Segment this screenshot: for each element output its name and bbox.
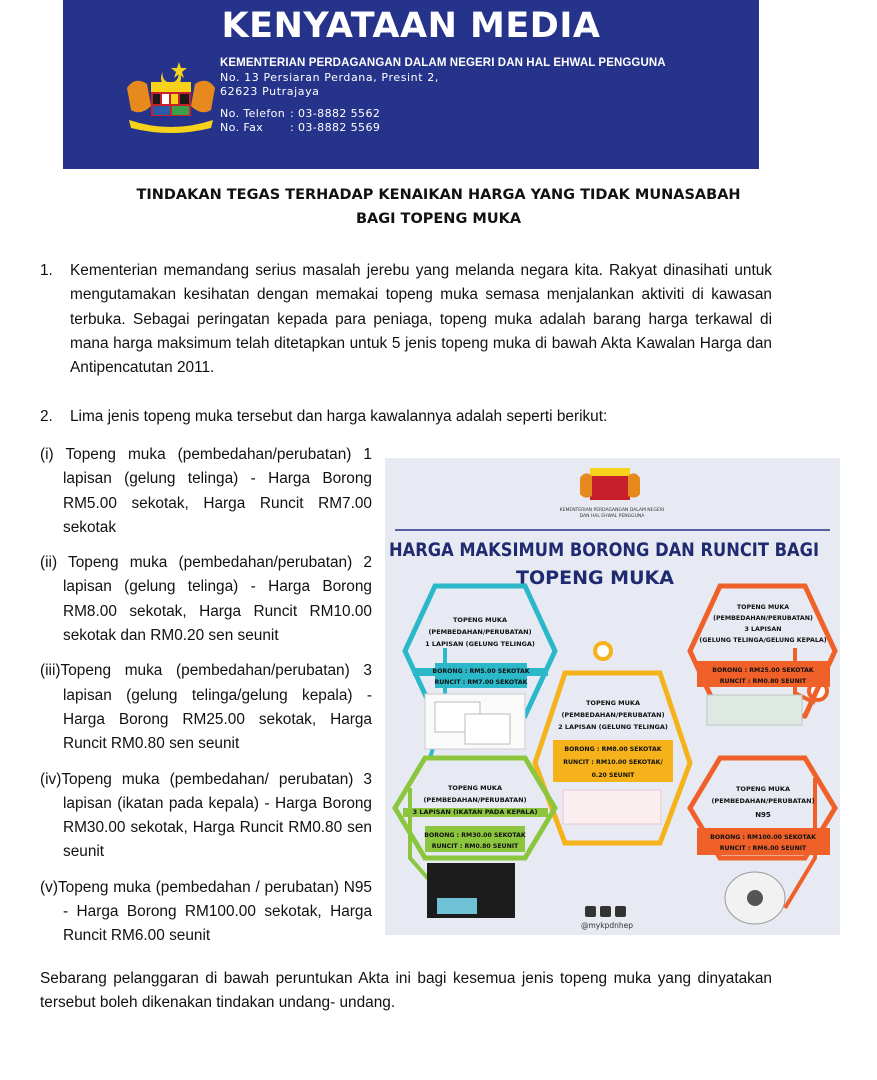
- banner-title: KENYATAAN MEDIA: [221, 6, 601, 46]
- infographic-title-2: TOPENG MUKA: [516, 567, 674, 589]
- list-item: (v)Topeng muka (pembedahan / perubatan) N95 - Harga Borong RM100.00 sekotak, Harga Runcit RM6.00 seunit: [40, 878, 372, 945]
- infographic-canvas: [385, 458, 840, 935]
- youtube-icon[interactable]: [600, 906, 611, 917]
- card3-retail: RUNCIT : RM0.80 SEUNIT: [719, 678, 807, 685]
- facebook-icon[interactable]: [585, 906, 596, 917]
- media-statement-banner: [63, 0, 759, 169]
- fax-label: No. Fax: [220, 121, 264, 134]
- card5-wholesale: BORONG : RM100.00 SEKOTAK: [710, 834, 816, 841]
- social-handle[interactable]: @mykpdnhep: [581, 921, 633, 930]
- paragraph-number: 1.: [40, 262, 53, 279]
- card1-line2: (PEMBEDAHAN/PERUBATAN): [428, 628, 532, 636]
- card3-line2: (PEMBEDAHAN/PERUBATAN): [713, 615, 813, 622]
- infographic-title-1: HARGA MAKSIMUM BORONG DAN RUNCIT BAGI: [389, 539, 819, 561]
- phone-value: : 03-8882 5562: [290, 107, 381, 120]
- headline-line-1: TINDAKAN TEGAS TERHADAP KENAIKAN HARGA YANG TIDAK MUNASABAH: [136, 187, 741, 203]
- card2-line2: (PEMBEDAHAN/PERUBATAN): [561, 711, 665, 719]
- infographic-ministry-1: KEMENTERIAN PERDAGANGAN DALAM NEGERI: [559, 508, 665, 513]
- card3-wholesale: BORONG : RM25.00 SEKOTAK: [712, 667, 814, 674]
- address-line-2: 62623 Putrajaya: [220, 85, 320, 98]
- fax-value: : 03-8882 5569: [290, 121, 381, 134]
- phone-label: No. Telefon: [220, 107, 286, 120]
- card4-wholesale: BORONG : RM30.00 SEKOTAK: [424, 832, 526, 839]
- ministry-name: KEMENTERIAN PERDAGANGAN DALAM NEGERI DAN HAL EHWAL PENGGUNA: [220, 57, 666, 69]
- card2-retail: RUNCIT : RM10.00 SEKOTAK/: [563, 759, 663, 766]
- card4-line3: 3 LAPISAN (IKATAN PADA KEPALA): [412, 808, 538, 816]
- card2-line1: TOPENG MUKA: [585, 699, 641, 707]
- card2-retail-unit: 0.20 SEUNIT: [591, 772, 635, 779]
- social-links: [581, 906, 633, 930]
- contact-block: [220, 107, 380, 135]
- card3-line1: TOPENG MUKA: [736, 604, 790, 611]
- paragraph-number: 2.: [40, 408, 53, 425]
- card2-line3: 2 LAPISAN (GELUNG TELINGA): [558, 723, 668, 731]
- infographic-ministry-2: DAN HAL EHWAL PENGGUNA: [579, 514, 645, 519]
- paragraph-text: Kementerian memandang serius masalah jerebu yang melanda negara kita. Rakyat dinasihati untuk mengutamakan kesihatan dengan memakai topeng muka semasa menjalankan aktiviti di kawasan terbuka. Sebagai peringatan kepada para peniaga, topeng muka adalah barang harga terkawal di mana harga maksimum telah ditetapkan untuk 5 jenis topeng muka di bawah Akta Kawalan Harga dan Antipencatutan 2011.: [70, 262, 772, 377]
- card5-line1: TOPENG MUKA: [735, 785, 791, 793]
- card5-retail: RUNCIT : RM6.00 SEUNIT: [719, 845, 807, 852]
- mask-price-list: [40, 443, 372, 960]
- card1-line3: 1 LAPISAN (GELUNG TELINGA): [425, 640, 535, 648]
- card1-retail: RUNCIT : RM7.00 SEKOTAK: [434, 679, 528, 686]
- card4-line1: TOPENG MUKA: [447, 784, 503, 792]
- card2-wholesale: BORONG : RM8.00 SEKOTAK: [564, 746, 662, 753]
- list-item: (iv)Topeng muka (pembedahan/ perubatan) 3 lapisan (ikatan pada kepala) - Harga Borong RM30.00 sekotak, Harga Runcit RM0.80 sen seunit: [40, 770, 372, 861]
- address-line-1: No. 13 Persiaran Perdana, Presint 2,: [220, 71, 439, 84]
- paragraph-1: [40, 259, 772, 380]
- headline-line-2: BAGI TOPENG MUKA: [355, 211, 522, 227]
- mask-card-1: [405, 586, 555, 749]
- paragraph-2: [40, 405, 772, 429]
- paragraph-text: Lima jenis topeng muka tersebut dan harga kawalannya adalah seperti berikut:: [70, 408, 608, 425]
- coat-of-arms-icon: [119, 58, 223, 132]
- card4-retail: RUNCIT : RM0.80 SEUNIT: [431, 843, 519, 850]
- mask-card-2: [535, 673, 690, 843]
- list-item: (ii) Topeng muka (pembedahan/perubatan) 2 lapisan (gelung telinga) - Harga Borong RM8.00 sekotak, Harga Runcit RM10.00 sekotak dan RM0.20 sen seunit: [40, 554, 372, 645]
- card3-line3: 3 LAPISAN: [744, 626, 782, 633]
- card1-wholesale: BORONG : RM5.00 SEKOTAK: [432, 668, 530, 675]
- card4-line2: (PEMBEDAHAN/PERUBATAN): [423, 796, 527, 804]
- closing-paragraph: Sebarang pelanggaran di bawah peruntukan Akta ini bagi kesemua jenis topeng muka yang dinyatakan tersebut boleh dikenakan tindakan undang- undang.: [40, 970, 772, 1012]
- price-infographic: [385, 458, 840, 935]
- card3-line4: (GELUNG TELINGA/GELUNG KEPALA): [699, 637, 827, 644]
- infographic-crest-icon: [580, 468, 640, 500]
- card1-line1: TOPENG MUKA: [452, 616, 508, 624]
- card5-line2: (PEMBEDAHAN/PERUBATAN): [711, 797, 815, 805]
- card5-line3: N95: [755, 811, 771, 819]
- list-item: (i) Topeng muka (pembedahan/perubatan) 1 lapisan (gelung telinga) - Harga Borong RM5.00 sekotak, Harga Runcit RM7.00 sekotak: [40, 446, 372, 536]
- instagram-icon[interactable]: [615, 906, 626, 917]
- list-item: (iii)Topeng muka (pembedahan/perubatan) 3 lapisan (gelung telinga/gelung kepala) - Harga Borong RM25.00 sekotak, Harga Runcit RM0.80 sen seunit: [40, 662, 372, 753]
- mask-card-4: [395, 758, 555, 918]
